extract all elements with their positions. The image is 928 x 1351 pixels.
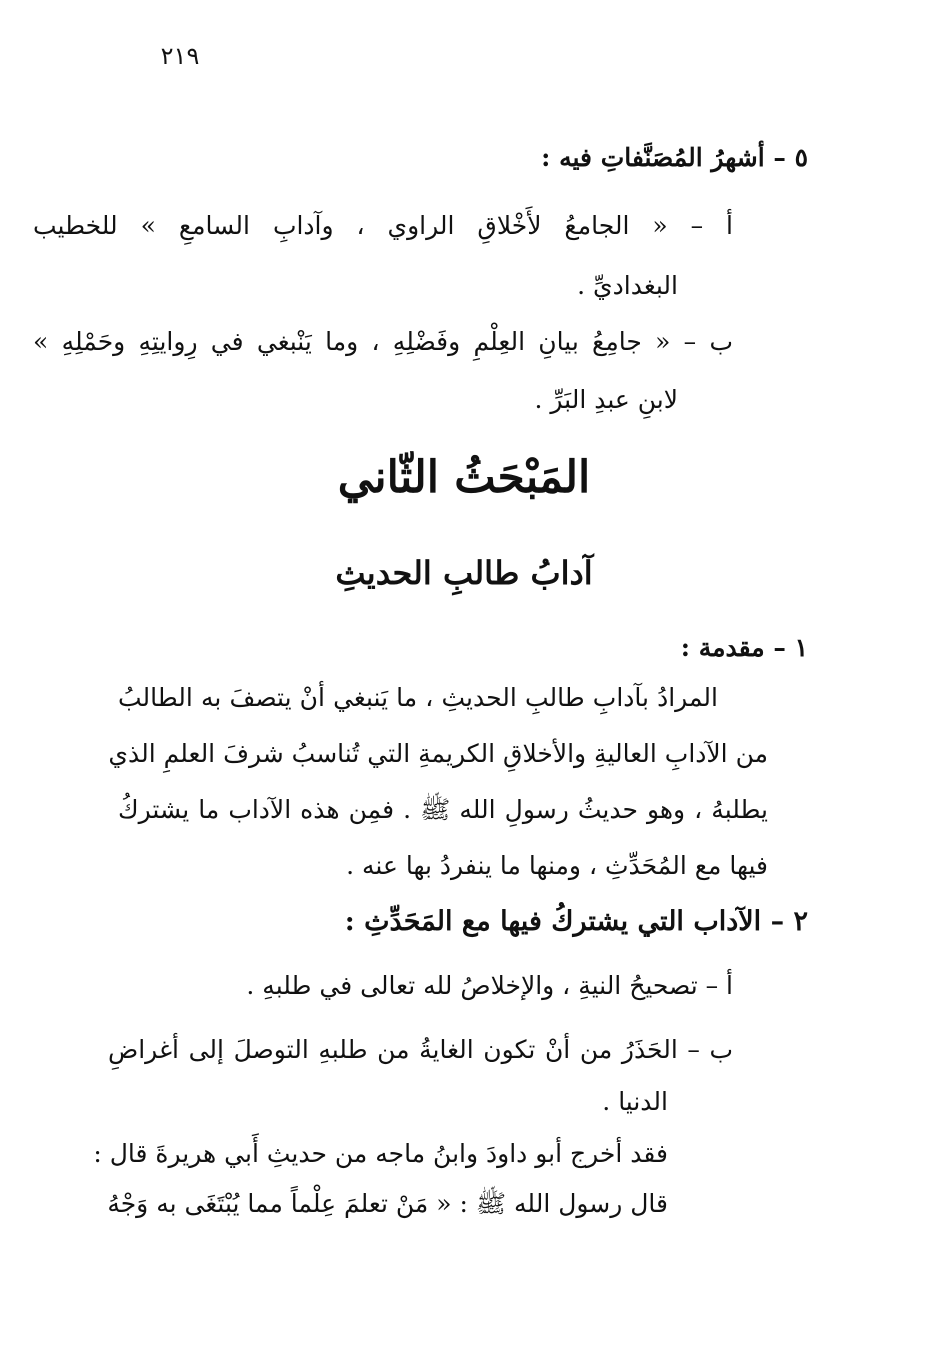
page-number: ٢١٩ [160, 42, 200, 70]
section-1-paragraph-line4: فيها مع المُحَدِّثِ ، ومنها ما ينفردُ بها عنه . [346, 851, 768, 880]
section-2-item-a: أ – تصحيحُ النيةِ ، والإخلاصُ لله تعالى في طلبهِ . [246, 971, 733, 1000]
section-2-item-b-line2: الدنيا . [602, 1087, 668, 1116]
section-5-item-a-line1: أ – « الجامعُ لأَخْلاقِ الراوي ، وآدابِ السامعِ » للخطيب [33, 211, 733, 240]
chapter-subtitle: آدابُ طالبِ الحديثِ [335, 554, 593, 592]
section-5-item-a-line2: البغداديِّ . [577, 271, 678, 300]
section-2-hadith-line2: قال رسول الله ﷺ : « مَنْ تعلمَ عِلْماً مما يُبْتَغَى به وَجْهُ [107, 1189, 668, 1218]
section-1-heading: ١ – مقدمة : [680, 633, 808, 662]
section-2-item-b-line1: ب – الحَذَرُ من أنْ تكون الغايةُ من طلبهِ التوصلَ إلى أغراضِ [108, 1035, 733, 1064]
section-1-paragraph-line1: المرادُ بآدابِ طالبِ الحديثِ ، ما يَنبغي أنْ يتصفَ به الطالبُ [118, 683, 718, 712]
section-2-heading: ٢ – الآداب التي يشتركُ فيها مع المَحَدِّثِ : [344, 906, 808, 937]
section-1-paragraph-line2: من الآدابِ العاليةِ والأخلاقِ الكريمةِ التي تُناسبُ شرفَ العلمِ الذي [108, 739, 768, 768]
section-2-hadith-line1: فقد أخرج أبو داودَ وابنُ ماجه من حديثِ أَبي هريرةَ قال : [93, 1139, 668, 1168]
section-5-heading: ٥ – أشهرُ المُصَنَّفاتِ فيه : [541, 143, 808, 172]
section-5-item-b-line2: لابنِ عبدِ البَرِّ . [534, 385, 678, 414]
section-1-paragraph-line3: يطلبهُ ، وهو حديثُ رسولِ الله ﷺ . فمِن هذه الآداب ما يشتركُ [118, 795, 768, 824]
section-5-item-b-line1: ب – « جامِعُ بيانِ العِلْمِ وفَضْلِهِ ، وما يَنْبغي في رِوايتِهِ وحَمْلِهِ » [33, 327, 733, 356]
chapter-title: المَبْحَثُ الثّاني [337, 452, 591, 503]
